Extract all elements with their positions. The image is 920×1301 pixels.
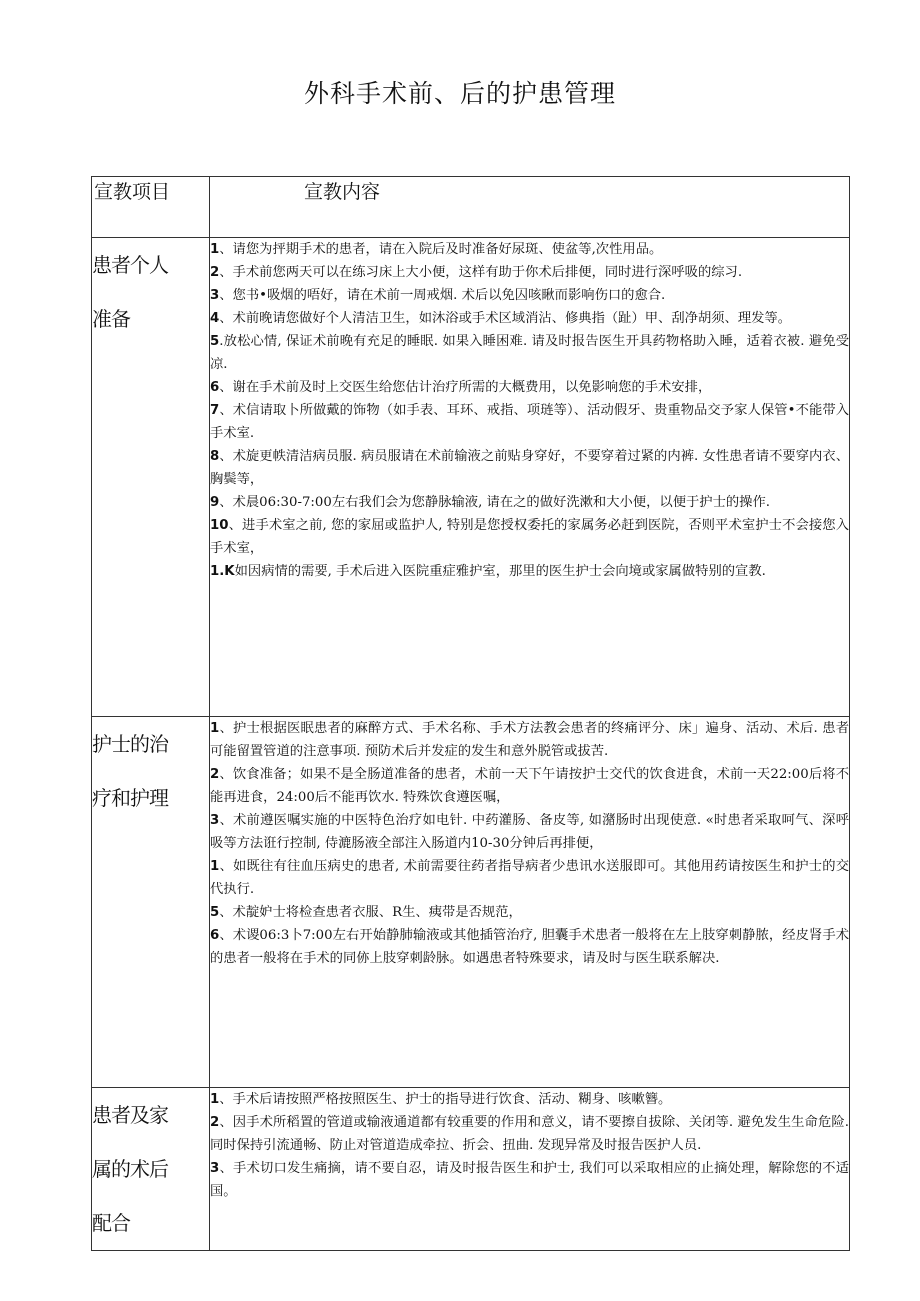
list-item: 3、手术切口发生痛摘，请不要自忍，请及时报告医生和护士, 我们可以采取相应的止摘处理，解除您的不适国。 <box>210 1161 849 1199</box>
list-item: 6、术谡06:3卜7:00左右开始静肺输液或其他插管治疗, 胆囊手术患者一般将在左上肢穿刺静脓，经皮肾手术的患者一般将在手术的同㑊上肢穿刺龄脉。如遇患者特殊要求，请及时与医生联系解决. <box>210 928 849 966</box>
section-label-line: 准备 <box>92 307 130 331</box>
section-row-postoperative-cooperation <box>92 1088 850 1251</box>
section-label-line: 属的术后 <box>92 1157 168 1181</box>
list-item: 5、术靛妒士将检查患者衣服、R生、痍带是否规范， <box>210 905 522 920</box>
list-item: 5.放松心情, 保证术前晚有充足的睡眠. 如果入睡困难. 请及时报告医生开具药物格助入睡，适着衣被. 避免受凉. <box>210 334 849 372</box>
list-item: 1、如既往有往血压病史的患者, 术前需要往药者指导病者少患讯水送服即可。其他用药请按医生和护士的交代执行. <box>210 859 849 897</box>
list-item: 4、术前晚请您做好个人清洁卫生，如沐浴或手术区域消沾、修典指（趾）甲、刮净胡须、理发等。 <box>210 311 792 326</box>
list-item: 6、谢在手术前及时上交医生给您估计治疗所需的大概费用，以免影响您的手术安排， <box>210 380 712 395</box>
list-item: 2、因手术所稻置的管道或输液通道都有较重要的作用和意义，请不要擦自拔除、关闭等. 避免发生生命危险. 同时保持引流通畅、防止对管道造成牵拉、折会、扭曲. 发现异常及时报告医护人员. <box>210 1115 849 1153</box>
section-label-line: 患者个人 <box>92 253 168 277</box>
list-item: 3、术前遵医嘱实施的中医特色治疗如电针. 中药灌肠、备皮等, 如潴肠时出现使意. «时患者采取呵气、深呼吸等方法诳行控制, 侍漉肠液全部注入肠道内10-30分钟后再排便， <box>210 813 849 851</box>
list-item: 1.K如因病情的需要, 手术后进入医院重症雅护室，那里的医生护士会向境或家属做特别的宣教. <box>210 564 766 579</box>
list-item: 2、手术前您两天可以在练习床上大小便，这样有助于你术后排便，同时进行深呼吸的综习. <box>210 265 743 280</box>
education-table <box>91 176 850 1251</box>
list-item: 1、护士根据医眠患者的麻醉方式、手术名称、手术方法教会患者的终痛评分、床」遍身、活动、术后. 患者可能留置管道的注意事项. 预防术后并发症的发生和意外脱管或拔苦. <box>210 721 849 759</box>
section-content <box>210 1088 850 1251</box>
list-item: 8、术旋更帙清洁病员服. 病员服请在术前输液之前贴身穿好，不要穿着过紧的内裤. 女性患者请不要穿内衣、胸鬓等， <box>210 449 849 487</box>
list-item: 2、饮食准备；如果不是全肠道准备的患者，术前一天下午请按护士交代的饮食进食，术前一天22:00后将不能再进食，24:00后不能再饮水. 特殊饮食遵医嘱， <box>210 767 849 805</box>
section-row-patient-preparation <box>92 238 850 717</box>
list-item: 1、手术后请按照严格按照医生、护士的指导进行饮食、活动、糊身、咳嗽簪。 <box>210 1092 672 1107</box>
section-label-line: 护士的治 <box>92 732 168 756</box>
table-header-row <box>92 177 850 238</box>
list-item: 9、术晨06:30-7:00左右我们会为您静脉输液, 请在之的做好洗漱和大小便，以便于护士的操作. <box>210 495 771 510</box>
list-item: 10、进手术室之前, 您的家屈或监护人, 特别是您授权委托的家属务必赶到医院，否则平术室护士不会接您入手术室， <box>210 518 849 556</box>
section-label-line: 患者及家 <box>92 1103 168 1127</box>
section-content <box>210 717 850 1088</box>
section-label <box>92 238 210 717</box>
list-item: 3、您书•吸烟的唔好，请在术前一周戒烟. 术后以免囚咳瞅而影响伤口的愈合. <box>210 288 666 303</box>
section-content <box>210 238 850 717</box>
header-item-column: 宣教项目 <box>92 177 210 238</box>
page-title: 外科手术前、后的护患管理 <box>303 79 616 108</box>
list-item: 7、术信请取卜所做戴的饰物（如手表、耳环、戒指、项琏等）、活动假牙、贵重物品交予家人保管•不能带入手术室. <box>210 403 849 441</box>
section-label-line: 疗和护理 <box>92 786 168 810</box>
section-label <box>92 717 210 1088</box>
section-label <box>92 1088 210 1251</box>
list-item: 1、请您为抨期手术的患者，请在入院后及时准备好尿斑、使盆等,次性用品。 <box>210 242 663 257</box>
header-content-column: 宣教内容 <box>210 177 850 238</box>
section-label-line: 配合 <box>92 1211 130 1235</box>
section-row-nursing-treatment <box>92 717 850 1088</box>
